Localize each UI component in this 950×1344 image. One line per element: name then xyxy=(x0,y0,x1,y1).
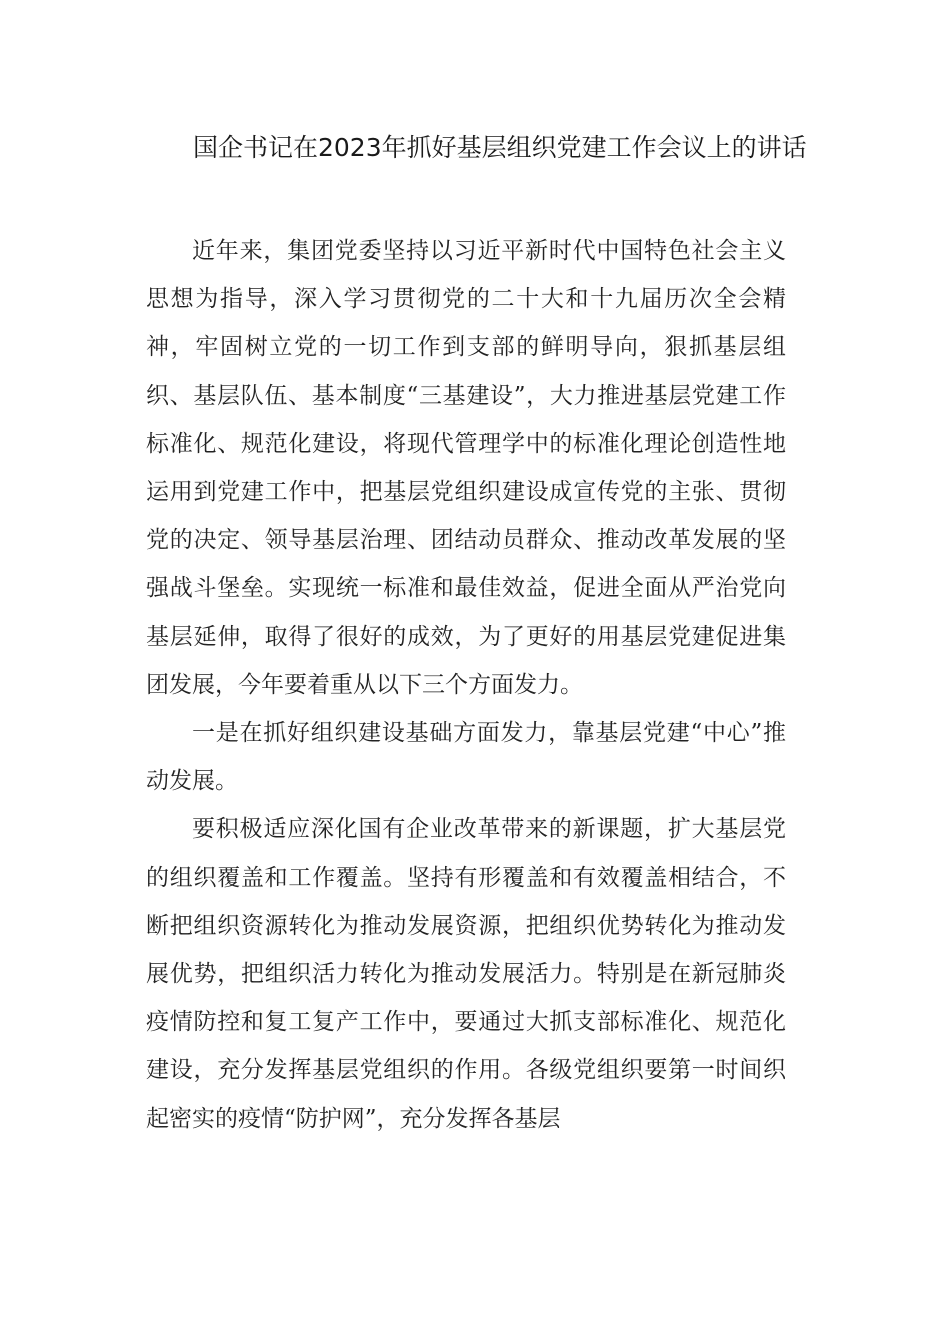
paragraph-intro: 近年来，集团党委坚持以习近平新时代中国特色社会主义思想为指导，深入学习贯彻党的二十大和十九届历次全会精神，牢固树立党的一切工作到支部的鲜明导向，狠抓基层组织、基层队伍、基本制度“三基建设”，大力推进基层党建工作标准化、规范化建设，将现代管理学中的标准化理论创造性地运用到党建工作中，把基层党组织建设成宣传党的主张、贯彻党的决定、领导基层治理、团结动员群众、推动改革发展的坚强战斗堡垒。实现统一标准和最佳效益，促进全面从严治党向基层延伸，取得了很好的成效，为了更好的用基层党建促进集团发展，今年要着重从以下三个方面发力。 xyxy=(146,238,786,698)
paragraph-organization-coverage: 要积极适应深化国有企业改革带来的新课题，扩大基层党的组织覆盖和工作覆盖。坚持有形覆盖和有效覆盖相结合，不断把组织资源转化为推动发展资源，把组织优势转化为推动发展优势，把组织活力转化为推动发展活力。特别是在新冠肺炎疫情防控和复工复产工作中，要通过大抓支部标准化、规范化建设，充分发挥基层党组织的作用。各级党组织要第一时间织起密实的疫情“防护网”，充分发挥各基层 xyxy=(146,816,786,1132)
paragraph-point-one: 一是在抓好组织建设基础方面发力，靠基层党建“中心”推动发展。 xyxy=(146,720,786,795)
document-title: 国企书记在2023年抓好基层组织党建工作会议上的讲话 xyxy=(193,133,807,162)
document-body xyxy=(146,227,786,1143)
